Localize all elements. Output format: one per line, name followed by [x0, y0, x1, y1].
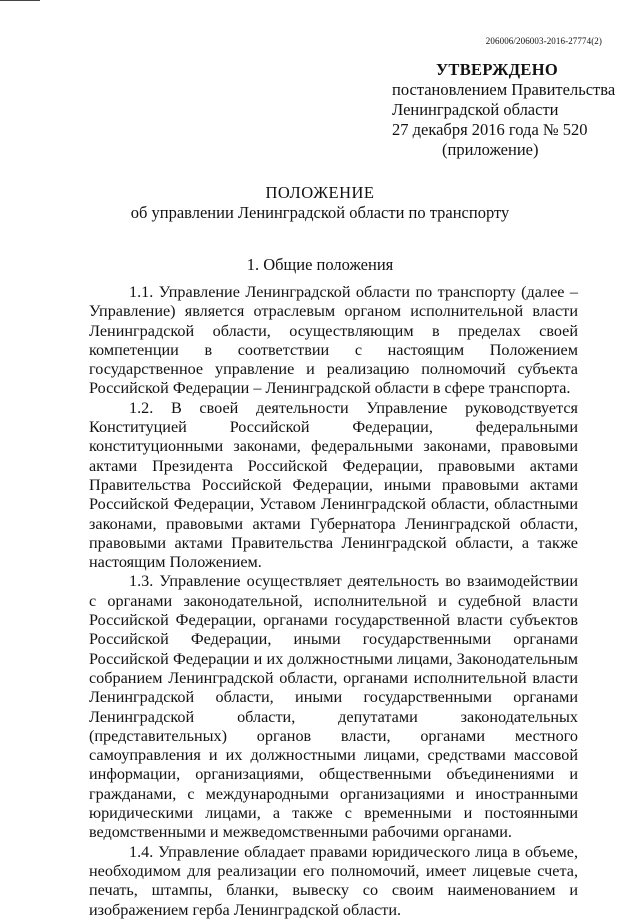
section-heading: 1. Общие положения	[246, 255, 394, 274]
approval-title: УТВЕРЖДЕНО	[436, 60, 558, 79]
approval-stamp-block	[392, 60, 616, 160]
document-body	[89, 283, 578, 920]
approval-line: Ленинградской области	[392, 100, 559, 119]
scan-corner-mark	[0, 0, 40, 4]
approval-line: постановлением Правительства	[392, 80, 616, 99]
paragraph-1-4: 1.4. Управление обладает правами юридического лица в объеме, необходимом для реализации его полномочий, имеет лицевые счета, печать, штампы, бланки, вывеску со своим наименованием и изображением герба Ленинградской области.	[89, 842, 578, 919]
paragraph-1-3: 1.3. Управление осуществляет деятельность во взаимодействии с органами законодательной, исполнительной и судебной власти Российской Федерации, органами государственной власти субъектов Российской Федерации, иными государственными органами Российской Федерации и их должностными лицами, Законодательным собранием Ленинградской области, органами исполнительной власти Ленинградской области, иными государственными органами Ленинградской области, депутатами законодательных (представительных) органов власти, органами местного самоуправления и их должностными лицами, средствами массовой информации, организациями, общественными объединениями и гражданами, с международными организациями и иностранными юридическими лицами, а также с временными и постоянными ведомственными и межведомственными рабочими органами.	[89, 572, 578, 842]
paragraph-1-1: 1.1. Управление Ленинградской области по транспорту (далее – Управление) является отраслевым органом исполнительной власти Ленинградской области, осуществляющим в пределах своей компетенции в соответствии с настоящим Положением государственное управление и реализацию полномочий субъекта Российской Федерации – Ленинградской области в сфере транспорта.	[89, 283, 578, 398]
approval-appendix: (приложение)	[442, 140, 539, 159]
document-registration-number: 206006/206003-2016-27774(2)	[485, 36, 602, 46]
document-title-block	[0, 183, 640, 223]
paragraph-1-2: 1.2. В своей деятельности Управление руководствуется Конституцией Российской Федерации, федеральными конституционными законами, федеральными законами, правовыми актами Президента Российской Федерации, правовыми актами Правительства Российской Федерации, иными правовыми актами Российской Федерации, Уставом Ленинградской области, областными законами, правовыми актами Губернатора Ленинградской области, правовыми актами Правительства Ленинградской области, а также настоящим Положением.	[89, 398, 578, 572]
document-title: ПОЛОЖЕНИЕ	[265, 183, 375, 202]
approval-line: 27 декабря 2016 года № 520	[392, 120, 588, 139]
document-subtitle: об управлении Ленинградской области по транспорту	[130, 203, 510, 222]
